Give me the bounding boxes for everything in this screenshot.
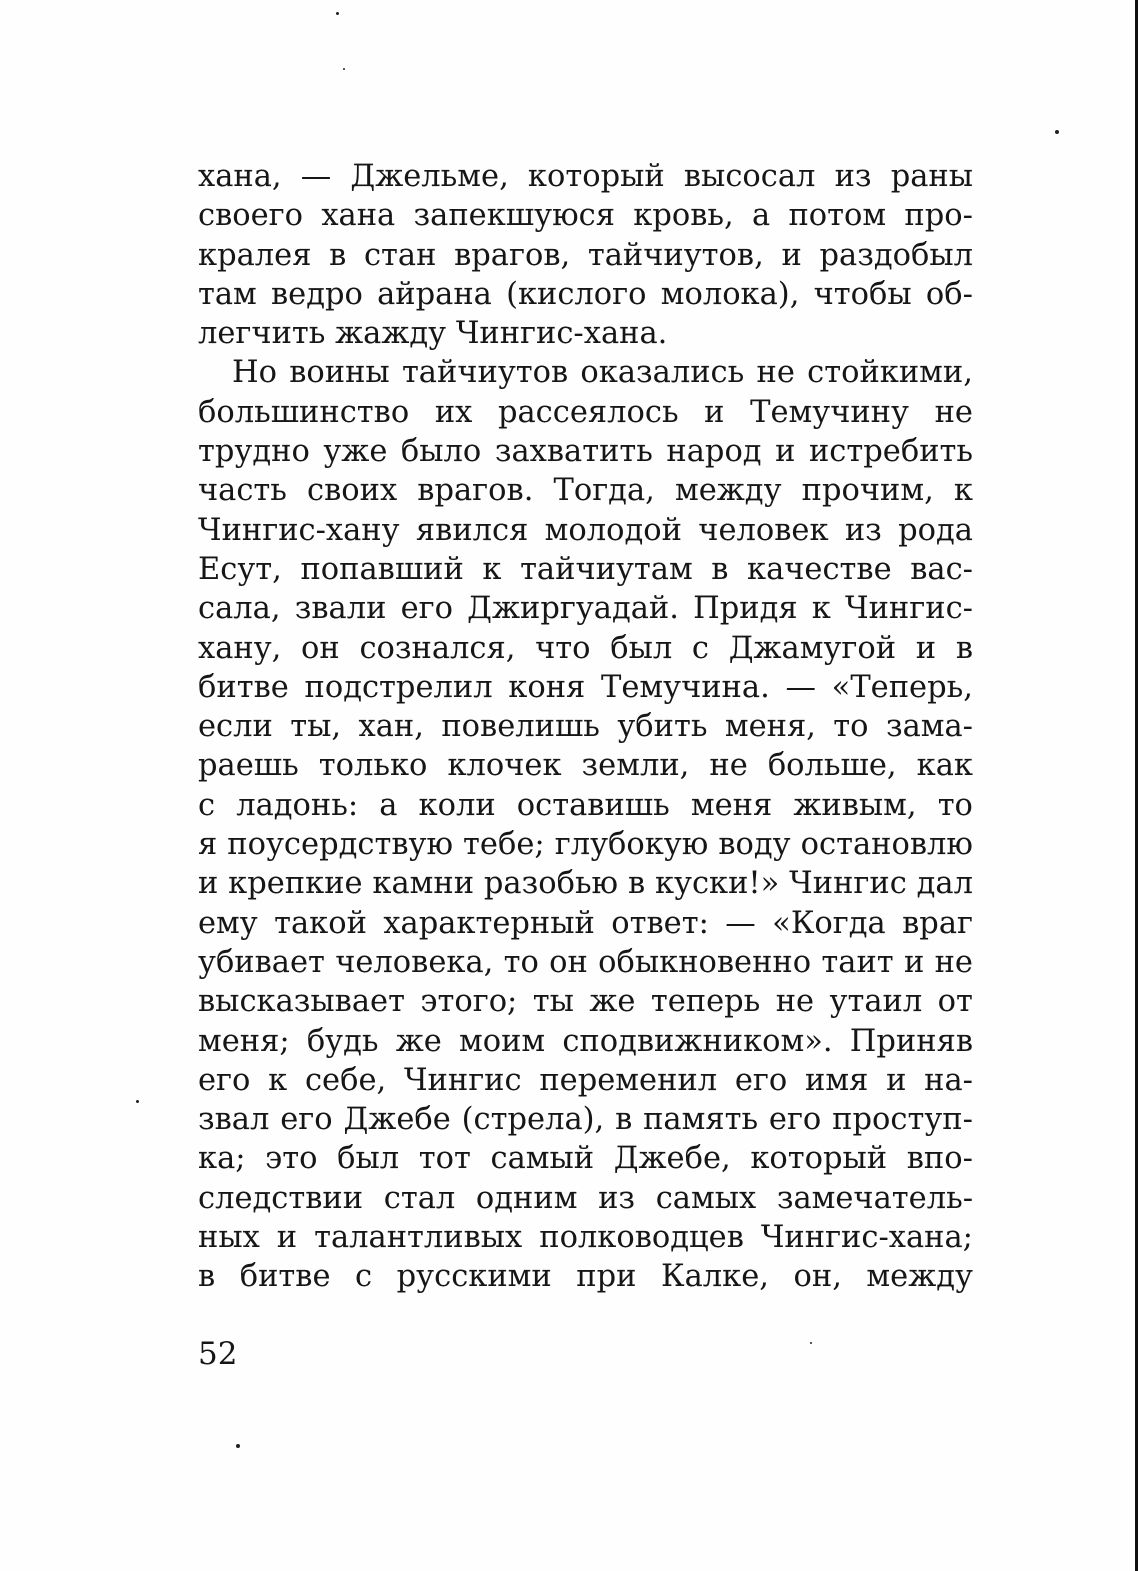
word: его (734, 1062, 788, 1098)
word: переменил (539, 1062, 718, 1098)
word: и (781, 237, 802, 273)
word: Чингис- (845, 591, 973, 627)
word: прочим, (801, 473, 934, 509)
word: который (527, 159, 665, 194)
word: же (395, 1023, 442, 1059)
body-text (198, 157, 973, 1297)
word: молодой (544, 512, 682, 548)
word: ты, (290, 709, 342, 745)
word: куски!» (654, 866, 780, 902)
word: истребить (808, 434, 973, 470)
word: такой (274, 905, 367, 941)
text-line (198, 589, 973, 628)
text-line (198, 236, 973, 275)
word: то (833, 709, 869, 745)
word: с (198, 787, 216, 823)
word: битве (198, 669, 289, 705)
word: раны (890, 159, 973, 194)
text-line (198, 1100, 973, 1139)
text-line (198, 196, 973, 235)
word: этого; (420, 984, 518, 1020)
word: из (844, 512, 882, 548)
word: он, (793, 1259, 842, 1295)
word: впо- (906, 1141, 973, 1177)
word: как (916, 748, 973, 784)
word: кралея (198, 237, 312, 273)
text-line (198, 1022, 973, 1061)
word: разобью (483, 866, 619, 902)
text-line (198, 904, 973, 943)
text-line (198, 550, 973, 589)
scan-speck (1055, 130, 1059, 134)
text-line (198, 314, 973, 353)
word: не (709, 748, 748, 784)
word: полководцев (539, 1220, 744, 1256)
word: к (482, 551, 502, 587)
word: раешь (198, 748, 299, 784)
text-line (198, 1218, 973, 1257)
word: «Когда (772, 905, 886, 941)
text-line (198, 471, 973, 510)
word: сподвижником». (562, 1023, 833, 1059)
word: между (674, 473, 782, 509)
word: Тогда, (553, 473, 655, 509)
word: убивает (198, 944, 325, 980)
text-line (198, 432, 973, 471)
text-line (198, 1061, 973, 1100)
word: сала, (198, 591, 281, 627)
word: земли, (581, 748, 690, 784)
word: ему (198, 905, 258, 941)
page-edge (1135, 0, 1138, 1571)
word: замечатель- (776, 1180, 973, 1216)
word: не (756, 355, 795, 391)
word: крепкие (228, 866, 363, 902)
word: при (576, 1259, 637, 1295)
word: сознался, (359, 630, 516, 666)
text-line (198, 982, 973, 1021)
word: Есут, (198, 551, 282, 587)
word: рассеялось (497, 394, 679, 430)
word: русскими (396, 1259, 552, 1295)
word: между (866, 1259, 973, 1295)
word: был (610, 630, 673, 666)
word: оставишь (516, 787, 670, 823)
word: и (198, 866, 219, 902)
word: хана (321, 198, 396, 234)
word: явился (415, 512, 529, 548)
word: врагов. (417, 473, 534, 509)
word: коли (418, 787, 496, 823)
word: айрана (377, 276, 492, 312)
word: Джельме, (350, 159, 509, 194)
word: подстрелил (304, 669, 493, 705)
word: Придя (693, 591, 798, 627)
word: легчить (198, 316, 336, 352)
word: своего (198, 198, 304, 234)
word: их (434, 394, 473, 430)
word: и (704, 394, 725, 430)
text-line (198, 825, 973, 864)
word: самый (490, 1141, 595, 1177)
word: Чингис-хану (198, 512, 400, 548)
word: про- (904, 198, 973, 234)
word: хана, (198, 159, 282, 194)
word: в (627, 866, 646, 902)
word: стал (383, 1180, 456, 1216)
word: следствии (198, 1180, 364, 1216)
word: Чингис (789, 866, 907, 902)
word: его (400, 591, 453, 627)
word: человек (698, 512, 829, 548)
word: к (811, 591, 831, 627)
word: моим (459, 1023, 546, 1059)
word: Темучина. (601, 669, 770, 705)
word: из (834, 159, 872, 194)
word: зама- (885, 709, 973, 745)
word: хану, (198, 630, 282, 666)
word: потом (788, 198, 887, 234)
word: большинство (198, 394, 410, 430)
word: захватить (494, 434, 653, 470)
word: то (937, 787, 973, 823)
text-line (198, 511, 973, 550)
word: теперь (650, 984, 761, 1020)
word: себе, (304, 1062, 387, 1098)
word: и (915, 630, 937, 666)
word: к (268, 1062, 288, 1098)
word: Джиргуадай. (467, 591, 679, 627)
text-line (198, 629, 973, 668)
word: коня (508, 669, 586, 705)
word: стан (363, 237, 437, 273)
word: Чингис-хана. (455, 316, 668, 352)
word: Чингис (403, 1062, 522, 1098)
word: тебе; (463, 827, 545, 863)
word: в (955, 630, 973, 666)
word: жажду (335, 316, 456, 352)
word: который (750, 1141, 888, 1177)
word: кровь, (633, 198, 734, 234)
word: ты (532, 984, 574, 1020)
word: клочек (447, 748, 562, 784)
word: убить (617, 709, 708, 745)
word: (кислого (506, 276, 647, 312)
word: Приняв (849, 1023, 973, 1059)
word: его (768, 1102, 822, 1138)
word: глубокую (554, 827, 709, 863)
word: с (691, 630, 710, 666)
word: хан, (358, 709, 424, 745)
word: Джебе, (613, 1141, 731, 1177)
word: а (751, 198, 771, 234)
word: битве (239, 1259, 331, 1295)
word: в (198, 1259, 216, 1295)
word: часть (198, 473, 287, 509)
word: «Теперь, (831, 669, 973, 705)
word: уже (323, 434, 388, 470)
word: же (589, 984, 636, 1020)
word: и (775, 434, 796, 470)
word: память (643, 1102, 759, 1138)
word: чтобы (813, 276, 912, 312)
word: молока), (660, 276, 800, 312)
word: там (198, 276, 257, 312)
word: талантливых (314, 1220, 523, 1256)
word: раздобыл (819, 237, 973, 273)
word: живым, (793, 787, 917, 823)
word: то (503, 944, 539, 980)
word: враг (902, 905, 973, 941)
word: в (615, 1102, 633, 1138)
word: с (355, 1259, 373, 1295)
word: врагов, (454, 237, 571, 273)
word: от (937, 984, 973, 1020)
word: меня (690, 787, 773, 823)
word: об- (925, 276, 973, 312)
word: обыкновенно (598, 944, 812, 980)
word: это (265, 1141, 318, 1177)
text-line (198, 1257, 973, 1296)
word: был (337, 1141, 400, 1177)
word: не (934, 394, 973, 430)
word: дал (916, 866, 973, 902)
text-line (198, 353, 973, 392)
text-line (198, 864, 973, 903)
word: Джебе (343, 1102, 451, 1138)
word: человека, (335, 944, 494, 980)
text-line (198, 668, 973, 707)
word: вас- (910, 551, 973, 587)
word: (стрела), (461, 1102, 605, 1138)
scan-speck (136, 1100, 139, 1103)
text-line (198, 393, 973, 432)
word: стойкими, (807, 355, 973, 391)
word: если (198, 709, 273, 745)
scan-speck (336, 12, 339, 15)
word: звали (294, 591, 387, 627)
word: и (886, 1062, 907, 1098)
word: утаил (829, 984, 923, 1020)
text-line (198, 746, 973, 785)
word: только (318, 748, 428, 784)
word: остановлю (800, 827, 973, 863)
word: не (934, 944, 973, 980)
word: к (953, 473, 973, 509)
word: будь (306, 1023, 379, 1059)
word: тайчиутов, (587, 237, 764, 273)
word: трудно (198, 434, 310, 470)
word: в (329, 237, 347, 273)
word: своих (307, 473, 398, 509)
word: запекшуюся (413, 198, 615, 234)
word: он (549, 944, 588, 980)
word: народ (666, 434, 762, 470)
word: в (711, 551, 729, 587)
word: поусердствую (227, 827, 453, 863)
word: высосал (683, 159, 816, 194)
word: из (598, 1180, 636, 1216)
text-line (198, 786, 973, 825)
word: Чингис-хана; (760, 1220, 973, 1256)
word: больше, (767, 748, 897, 784)
word: Калке, (660, 1259, 769, 1295)
word: что (535, 630, 591, 666)
text-line (198, 1179, 973, 1218)
word: меня, (724, 709, 816, 745)
word: ных (198, 1220, 260, 1256)
word: на- (924, 1062, 973, 1098)
word: Джамугой (728, 630, 897, 666)
word: воду (718, 827, 791, 863)
text-line (198, 275, 973, 314)
scan-speck (343, 68, 345, 70)
word: он (301, 630, 340, 666)
word: ладонь: (236, 787, 359, 823)
word: меня; (198, 1023, 290, 1059)
word: тот (418, 1141, 471, 1177)
word: Темучину (750, 394, 909, 430)
word: его (280, 1102, 333, 1138)
word: качестве (747, 551, 892, 587)
text-line (198, 1139, 973, 1178)
word: его (198, 1062, 251, 1098)
word: — (725, 905, 756, 941)
text-line (198, 157, 973, 196)
word: воины (289, 355, 390, 391)
word: звал (198, 1102, 270, 1138)
word: повелишь (441, 709, 600, 745)
word: оказались (580, 355, 745, 391)
word: попавший (300, 551, 464, 587)
word: одним (475, 1180, 578, 1216)
scan-speck (236, 1444, 240, 1448)
word: ка; (198, 1141, 246, 1177)
word: ответ: (611, 905, 709, 941)
word: а (379, 787, 398, 823)
word: проступ- (832, 1102, 973, 1138)
word: — (785, 669, 816, 705)
word: камни (372, 866, 475, 902)
word: высказывает (198, 984, 405, 1020)
word: тайчиутам (520, 551, 693, 587)
text-line (198, 943, 973, 982)
word: и (276, 1220, 298, 1256)
word: ведро (271, 276, 363, 312)
page-number: 52 (198, 1336, 238, 1372)
word: имя (805, 1062, 869, 1098)
text-line (198, 707, 973, 746)
scan-speck (810, 1342, 812, 1344)
word: характерный (383, 905, 595, 941)
word: и (903, 944, 925, 980)
word: не (775, 984, 815, 1020)
word: рода (898, 512, 973, 548)
word: — (300, 159, 332, 194)
word: я (198, 827, 218, 863)
word: тайчиутов (401, 355, 569, 391)
word: Но (232, 355, 277, 391)
word: самых (655, 1180, 757, 1216)
word: было (400, 434, 482, 470)
word: таит (821, 944, 894, 980)
